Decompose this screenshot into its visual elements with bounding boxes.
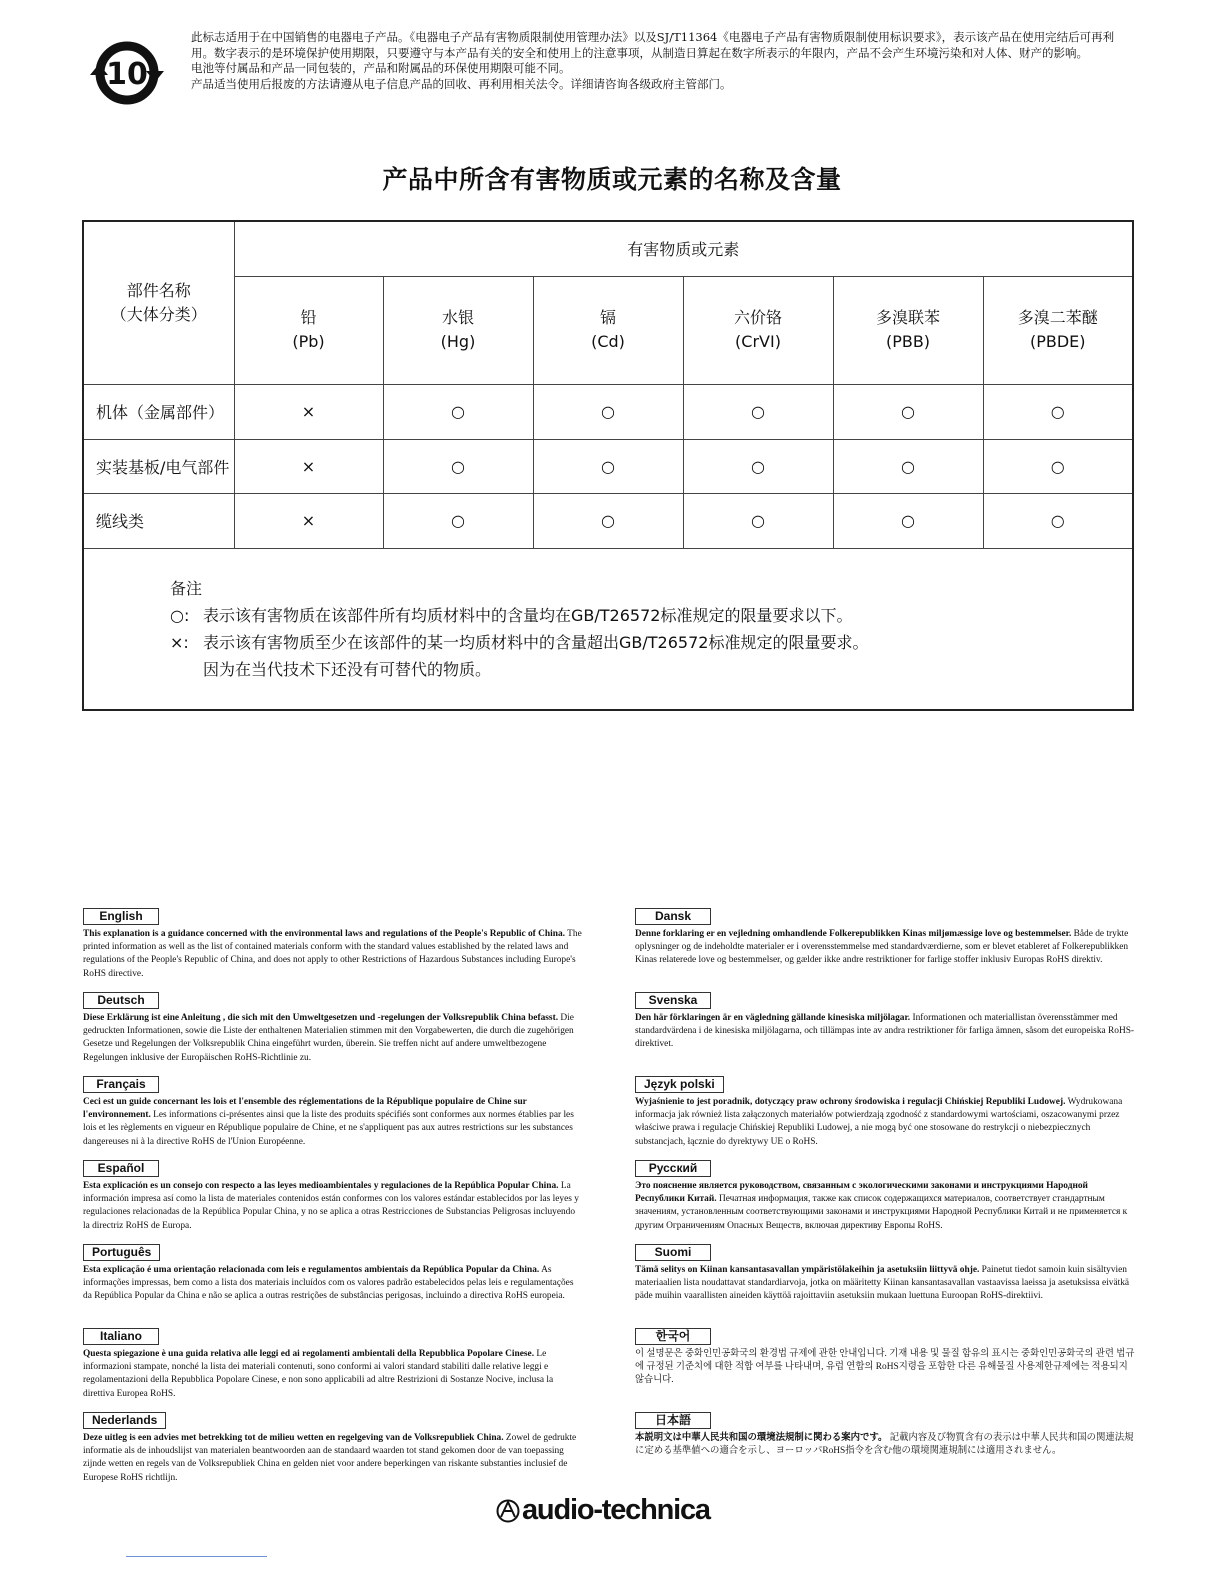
part-name-cell: 实装基板/电气部件 [84, 439, 234, 493]
substance-symbol: (PBDE) [1029, 332, 1086, 351]
language-text [83, 1012, 583, 1065]
language-body: Die gedruckten Informationen, sowie die Liste der enthaltenen Materialien stimmen mit den Vorgabewerten, die durch die zugehörigen Gesetze und Regelungen der Volksrepublik China eingeführt wurden, überein. Sie treffen nicht auf andere umweltbezogene Regelungen inklusive der Europäischen RoHS-Richtlinie zu. [83, 1013, 574, 1063]
substance-name: 多溴二苯醚 [1017, 308, 1098, 327]
language-text [635, 1096, 1135, 1149]
content-mark-cell: × [234, 493, 383, 548]
content-mark-cell: ○ [983, 384, 1132, 439]
part-name-header-line: 部件名称 [126, 280, 191, 300]
substance-header [533, 276, 683, 384]
language-body: Både de trykte oplysninger og de indeholdte materialer er i overensstemmelse med standardværdierne, som er blevet etableret af Folkerepublikken Kinas relaterede love og bestemmelser, og gælder ikke andre restriktioner for farlige stoffer inklusiv Europas RoHS direktiv. [635, 929, 1129, 966]
language-block [83, 1073, 583, 1157]
language-block [83, 1409, 583, 1493]
language-label: 한국어 [635, 1328, 711, 1345]
language-column-right [635, 905, 1135, 1493]
language-block [83, 905, 583, 989]
content-mark-cell: ○ [383, 493, 533, 548]
content-mark-cell: ○ [983, 439, 1132, 493]
intro-paragraph: 此标志适用于在中国销售的电器电子产品。《电器电子产品有害物质限制使用管理办法》以及SJ/T11364《电器电子产品有害物质限制使用标识要求》，表示该产品在使用完结后可再利用。数字表示的是环境保护使用期限，只要遵守与本产品有关的安全和使用上的注意事项，从制造日算起在数字所表示的年限内，产品不会产生环境污染和对人体、财产的影响。 [191, 30, 1115, 60]
language-lead: This explanation is a guidance concerned with the environmental laws and regulations of the People's Republic of China. [83, 929, 565, 939]
language-text [635, 1432, 1135, 1458]
language-lead: Den här förklaringen är en vägledning gällande kinesiska miljölagar. [635, 1013, 911, 1023]
language-block [83, 1241, 583, 1325]
intro-paragraph: 电池等付属品和产品一同包装的，产品和附属品的环保使用期限可能不同。 [191, 61, 571, 76]
language-lead: Это пояснение является руководством, связанным с экологическими законами и инструкциями Народной Республики Китай. [635, 1181, 1088, 1205]
language-lead: Ceci est un guide concernant les lois et l'ensemble des réglementations de la République populaire de Chine sur l'environnement. [83, 1097, 527, 1121]
language-block [635, 989, 1135, 1073]
table-row [84, 439, 1132, 493]
substances-group-header: 有害物质或元素 [234, 222, 1132, 276]
substance-header [983, 276, 1132, 384]
language-block [83, 1325, 583, 1409]
language-lead: Esta explicación es un consejo con respecto a las leyes medioambientales y regulaciones de la República Popular China. [83, 1181, 559, 1191]
language-label: Svenska [635, 992, 711, 1009]
language-text [83, 1432, 583, 1485]
language-block [635, 1325, 1135, 1409]
content-mark-cell: × [234, 439, 383, 493]
language-body: Печатная информация, также как список содержащихся материалов, соответствует стандартным значениям, установленным соответствующими законами и инструкциями Народной Республики Китай и не применяется к другим Ограничениям Опасных Веществ, включая директиву Европы RoHS. [635, 1194, 1128, 1231]
language-text [635, 1264, 1135, 1304]
content-mark-cell: ○ [383, 384, 533, 439]
substance-symbol: (PBB) [885, 332, 931, 351]
language-label: 日本語 [635, 1412, 711, 1429]
content-mark-cell: ○ [833, 493, 983, 548]
part-name-header-line: （大体分类） [110, 304, 207, 324]
substance-name: 铅 [300, 308, 317, 327]
substance-name: 水银 [441, 308, 474, 327]
language-text [635, 928, 1135, 968]
note-cross [170, 629, 1132, 656]
language-label: Italiano [83, 1328, 159, 1345]
substance-name: 镉 [599, 308, 616, 327]
language-text [83, 928, 583, 981]
language-body: Wydrukowana informacja jak również lista załączonych materiałów potwierdzają zgodność z standardowymi wartościami, oszacowanymi przez właściwe prawa i regulacje Chińskiej Republiki Ludowej, a nie mogą być one stosowane do restrykcji o niebezpiecznych substancjach, łącznie do dyrektywy UE o RoHS. [635, 1097, 1123, 1147]
page-title: 产品中所含有害物质或元素的名称及含量 [382, 165, 842, 194]
brand-logo [496, 1490, 710, 1530]
notes-cell [84, 548, 1132, 708]
language-body: Painetut tiedot samoin kuin sisältyvien materiaalien lista noudattavat standardiarvoja, jotka on määritetty Kiinan kansantasavallan vastaavissa laeissa ja asetuksissa eivätkä päde muihin vaarallisten aineiden käyttöä rajoittaviin asetuksiin mukaan luettuna Euroopan RoHS-direktiivi. [635, 1265, 1130, 1302]
substance-name: 多溴联苯 [875, 308, 940, 327]
epup-logo-number: 10 [106, 57, 148, 92]
part-name-cell: 机体（金属部件） [84, 384, 234, 439]
language-block [635, 1409, 1135, 1493]
language-lead: Wyjaśnienie to jest poradnik, dotyczący praw ochrony środowiska i regulacji Chińskiej Republiki Ludowej. [635, 1097, 1066, 1107]
language-block [83, 989, 583, 1073]
language-column-left [83, 905, 583, 1493]
language-text [635, 1348, 1135, 1388]
substance-symbol: (Hg) [440, 332, 476, 351]
table-notes [84, 549, 1132, 683]
language-block [635, 905, 1135, 989]
substance-header [383, 276, 533, 384]
language-lead: Denne forklaring er en vejledning omhandlende Folkerepublikken Kinas miljømæssige love og bestemmelser. [635, 929, 1072, 939]
language-label: Dansk [635, 908, 711, 925]
substance-header [833, 276, 983, 384]
language-label: Português [83, 1244, 160, 1261]
note-text: 表示该有害物质在该部件所有均质材料中的含量均在GB/T26572标准规定的限量要求以下。 [203, 605, 853, 625]
language-lead: Diese Erklärung ist eine Anleitung , die sich mit den Umweltgesetzen und -regelungen der Volksrepublik China befasst. [83, 1013, 559, 1023]
language-label: Русский [635, 1160, 711, 1177]
language-body: 이 설명문은 중화인민공화국의 환경법 규제에 관한 안내입니다. 기재 내용 및 물질 함유의 표시는 중화인민공화국의 관련 법규에 규정된 기준치에 대한 적합 여부를 나타내며, 유럽 연합의 RoHS지령을 포함한 다른 유해물질 사용제한규제에는 적용되지 않습니다. [635, 1349, 1135, 1386]
language-label: Français [83, 1076, 159, 1093]
language-body: La información impresa así como la lista de materiales contenidos están conformes con los valores estándar establecidos por las leyes y regulaciones relacionadas de la República Popular China, y no se aplica a otras Restricciones de Substancias Peligrosas incluyendo la directriz RoHS de Europa. [83, 1181, 579, 1231]
language-text [635, 1180, 1135, 1233]
content-mark-cell: ○ [533, 493, 683, 548]
content-mark-cell: ○ [983, 493, 1132, 548]
language-block [635, 1157, 1135, 1241]
substance-symbol: (Pb) [292, 332, 325, 351]
content-mark-cell: × [234, 384, 383, 439]
hazardous-substance-table [82, 220, 1134, 711]
language-body: Zowel de gedrukte informatie als de inhoudslijst van materialen beantwoorden aan de standaard waarden tot stand gekomen door de van toepassing zijnde wetten en regels van de Volksrepubliek China en gelden niet voor andere beperkingen van riskante substanties inclusief de Europese RoHS richtlijn. [83, 1433, 577, 1483]
language-body: 記載内容及び物質含有の表示は中華人民共和国の関連法規に定める基準値への適合を示し、ヨーロッパRoHS指令を含む他の環境関連規制には適用されません。 [635, 1433, 1134, 1457]
content-mark-cell: ○ [683, 384, 833, 439]
intro-text [191, 30, 1136, 92]
language-block [635, 1073, 1135, 1157]
language-text [83, 1264, 583, 1304]
language-lead: Esta explicação é uma orientação relacionada com leis e regulamentos ambientais da República Popular da China. [83, 1265, 540, 1275]
content-mark-cell: ○ [683, 439, 833, 493]
table-row [84, 493, 1132, 548]
language-lead: 本説明文は中華人民共和国の環境法規制に関わる案内です。 [635, 1433, 888, 1443]
language-label: Nederlands [83, 1412, 166, 1429]
content-mark-cell: ○ [383, 439, 533, 493]
language-body: Les informations ci-présentes ainsi que la liste des produits spécifiés sont conformes aux normes établies par les lois et les règlements en vigueur en République populaire de Chine, et ne s'appliquent pas aux autres restrictions sur les substances dangereuses ni à la directive RoHS de l'Union Européenne. [83, 1110, 574, 1147]
content-mark-cell: ○ [533, 384, 683, 439]
substance-name: 六价铬 [733, 308, 782, 327]
language-label: Español [83, 1160, 159, 1177]
part-name-header [84, 222, 234, 384]
language-lead: Tämä selitys on Kiinan kansantasavallan ympäristölakeihin ja asetuksiin liittyvä ohje. [635, 1265, 980, 1275]
language-body: The printed information as well as the list of contained materials conform with the standard values established by the related laws and regulations of the People's Republic of China, and does not apply to other Restrictions of Hazardous Substances including Europe's RoHS directive. [83, 929, 582, 979]
language-label: English [83, 908, 159, 925]
language-label: Język polski [635, 1076, 724, 1093]
divider [126, 1556, 267, 1557]
content-mark-cell: ○ [683, 493, 833, 548]
language-text [83, 1348, 583, 1401]
notes-heading: 备注 [170, 578, 203, 598]
language-text [83, 1180, 583, 1233]
brand-name: audio-technica [522, 1493, 710, 1526]
content-mark-cell: ○ [533, 439, 683, 493]
content-mark-cell: ○ [833, 439, 983, 493]
content-mark-cell: ○ [833, 384, 983, 439]
note-text-continued: 因为在当代技术下还没有可替代的物质。 [203, 659, 492, 679]
note-circle [170, 602, 1132, 629]
note-symbol: ×: [170, 632, 189, 652]
part-name-cell: 缆线类 [84, 493, 234, 548]
note-text: 表示该有害物质至少在该部件的某一均质材料中的含量超出GB/T26572标准规定的限量要求。 [203, 632, 869, 652]
language-lead: Questa spiegazione è una guida relativa alle leggi ed ai regolamenti ambientali della Repubblica Popolare Cinese. [83, 1349, 535, 1359]
language-block [83, 1157, 583, 1241]
substance-symbol: (Cd) [591, 332, 625, 351]
language-text [635, 1012, 1135, 1052]
substance-header [683, 276, 833, 384]
epup-10-year-logo-icon [86, 38, 168, 108]
language-label: Deutsch [83, 992, 159, 1009]
language-body: Informationen och materiallistan överensstämmer med standardvärdena i de kinesiska miljölagarna, och tillämpas inte av andra restriktioner för farliga ämnen, såsom det europeiska RoHS-direktivet. [635, 1013, 1135, 1050]
language-body: Le informazioni stampate, nonché la lista dei materiali contenuti, sono conformi ai valori standard stabiliti dalle relative leggi e regolamentazioni della Repubblica Popolare Cinese, e non sono applicabili ad altre Restrizioni di Sostanze Nocive, inclusa la direttiva Europea RoHS. [83, 1349, 554, 1399]
language-label: Suomi [635, 1244, 711, 1261]
language-lead: Deze uitleg is een advies met betrekking tot de milieu wetten en regelgeving van de Volksrepubliek China. [83, 1433, 504, 1443]
audio-technica-mark-icon [496, 1496, 520, 1524]
table-row [84, 384, 1132, 439]
language-text [83, 1096, 583, 1149]
substance-symbol: (CrVI) [735, 332, 781, 351]
substance-header [234, 276, 383, 384]
language-block [635, 1241, 1135, 1325]
language-body: As informações impressas, bem como a lista dos materiais incluídos com os valores padrão estabelecidos pelas leis e regulamentações da República Popular da China e não se aplica a outras restrições de substâncias perigosas, incluindo a directiva RoHS europeia. [83, 1265, 574, 1302]
note-symbol: ○: [170, 605, 190, 625]
intro-paragraph: 产品适当使用后报废的方法请遵从电子信息产品的回收、再利用相关法令。详细请咨询各级政府主管部门。 [191, 76, 732, 91]
